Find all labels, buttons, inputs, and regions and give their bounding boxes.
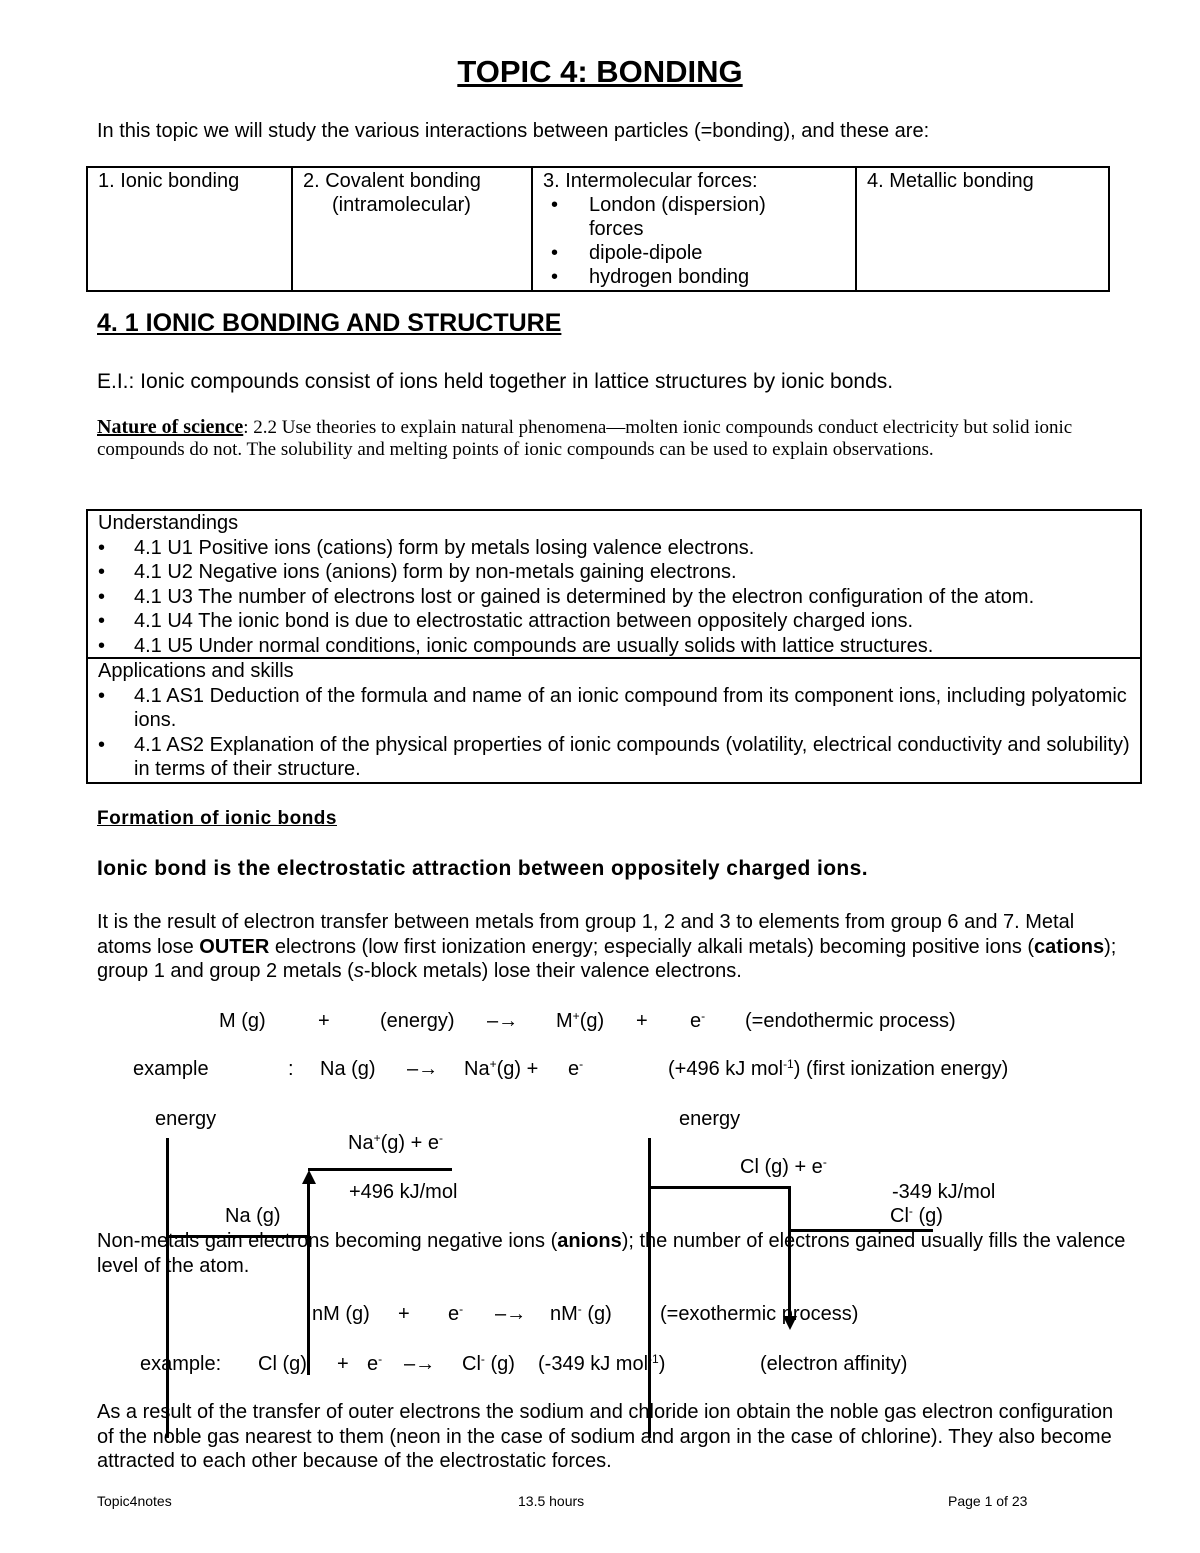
list-item: • hydrogen bonding bbox=[543, 265, 845, 289]
list-item: • dipole-dipole bbox=[543, 241, 845, 265]
level-label-upper: Na+(g) + e- bbox=[348, 1131, 443, 1154]
topic-covalent-label: 2. Covalent bonding bbox=[303, 170, 481, 192]
topic-metallic bbox=[856, 167, 1109, 291]
ionic-bond-definition: Ionic bond is the electrostatic attraction between oppositely charged ions. bbox=[97, 857, 868, 880]
level-label-lower: Na (g) bbox=[225, 1205, 281, 1227]
list-item: • 4.1 U2 Negative ions (anions) form by non-metals gaining electrons. bbox=[98, 560, 1130, 585]
essential-idea: E.I.: Ionic compounds consist of ions held together in lattice structures by ionic bonds. bbox=[97, 370, 894, 393]
level-label-upper: Cl (g) + e- bbox=[740, 1155, 827, 1178]
list-item: • 4.1 U3 The number of electrons lost or gained is determined by the electron configuration of the atom. bbox=[98, 585, 1130, 610]
paragraph-cations: It is the result of electron transfer between metals from group 1, 2 and 3 to elements from group 6 and 7. Metal atoms lose OUTER electrons (low first ionization energy; especially alkali metals) becoming positive ions (cations); group 1 and group 2 metals (s-block metals) lose their valence electrons. bbox=[97, 911, 1117, 982]
level-label-lower: Cl- (g) bbox=[890, 1204, 943, 1227]
intro-text: In this topic we will study the various interactions between particles (=bonding), and these are: bbox=[97, 120, 930, 142]
list-item: • 4.1 AS1 Deduction of the formula and name of an ionic compound from its component ions, including polyatomic ions. bbox=[98, 684, 1130, 733]
syllabus-box bbox=[86, 509, 1142, 784]
energy-level-upper bbox=[648, 1186, 790, 1189]
topic-covalent bbox=[292, 167, 532, 291]
list-item: • London (dispersion) forces bbox=[543, 193, 779, 241]
topic-covalent-sub: (intramolecular) bbox=[332, 194, 471, 216]
footer-left: Topic4notes bbox=[97, 1493, 172, 1509]
paragraph-noble-gas: As a result of the transfer of outer electrons the sodium and chloride ion obtain the noble gas electron configuration of the noble gas nearest to them (neon in the case of sodium and argon in the case of chlorine). They also become attracted to each other because of the electrostatic forces. bbox=[97, 1401, 1114, 1472]
nature-label: Nature of science bbox=[97, 416, 244, 438]
arrow-head-up-icon bbox=[302, 1170, 316, 1184]
energy-axis bbox=[648, 1138, 651, 1438]
list-item: • 4.1 U5 Under normal conditions, ionic compounds are usually solids with lattice structures. bbox=[98, 634, 1130, 659]
delta-energy-label: +496 kJ/mol bbox=[349, 1181, 458, 1203]
applications-heading: Applications and skills bbox=[98, 660, 294, 682]
topic-ionic bbox=[87, 167, 292, 291]
topic-ionic-label: 1. Ionic bonding bbox=[98, 170, 240, 192]
energy-axis-label: energy bbox=[155, 1108, 217, 1130]
applications-list bbox=[98, 684, 1130, 782]
energy-axis bbox=[166, 1138, 169, 1438]
formation-heading: Formation of ionic bonds bbox=[97, 808, 337, 829]
list-item: • 4.1 U1 Positive ions (cations) form by metals losing valence electrons. bbox=[98, 536, 1130, 561]
topic-intermolecular bbox=[532, 167, 856, 291]
nature-of-science bbox=[97, 416, 1137, 461]
understandings-list bbox=[98, 536, 1130, 659]
nature-text: : 2.2 Use theories to explain natural phenomena—molten ionic compounds conduct electricity but solid ionic compounds do not. The solubility and melting points of ionic compounds can be used to explain observations. bbox=[97, 417, 1073, 460]
energy-level-upper bbox=[308, 1168, 452, 1171]
paragraph-anions: Non-metals gain electrons becoming negative ions (anions); the number of electrons gained usually fills the valence level of the atom. bbox=[97, 1230, 1126, 1277]
delta-energy-label: -349 kJ/mol bbox=[892, 1181, 996, 1203]
topic-intermolecular-label: 3. Intermolecular forces: bbox=[543, 170, 758, 192]
applications-section bbox=[88, 659, 1140, 782]
intermolecular-list bbox=[543, 193, 845, 289]
section-heading: 4. 1 IONIC BONDING AND STRUCTURE bbox=[97, 309, 562, 337]
understandings-section bbox=[88, 511, 1140, 659]
topic-metallic-label: 4. Metallic bonding bbox=[867, 170, 1034, 192]
list-item: • 4.1 U4 The ionic bond is due to electrostatic attraction between oppositely charged ions. bbox=[98, 609, 1130, 634]
footer-page-number: Page 1 of 23 bbox=[948, 1493, 1028, 1509]
understandings-heading: Understandings bbox=[98, 512, 239, 534]
footer-center: 13.5 hours bbox=[518, 1493, 585, 1509]
list-item: • 4.1 AS2 Explanation of the physical properties of ionic compounds (volatility, electrical conductivity and solubility) in terms of their structure. bbox=[98, 733, 1130, 782]
page-title: TOPIC 4: BONDING bbox=[457, 54, 743, 89]
energy-axis-label: energy bbox=[679, 1108, 741, 1130]
topics-table bbox=[86, 166, 1110, 292]
